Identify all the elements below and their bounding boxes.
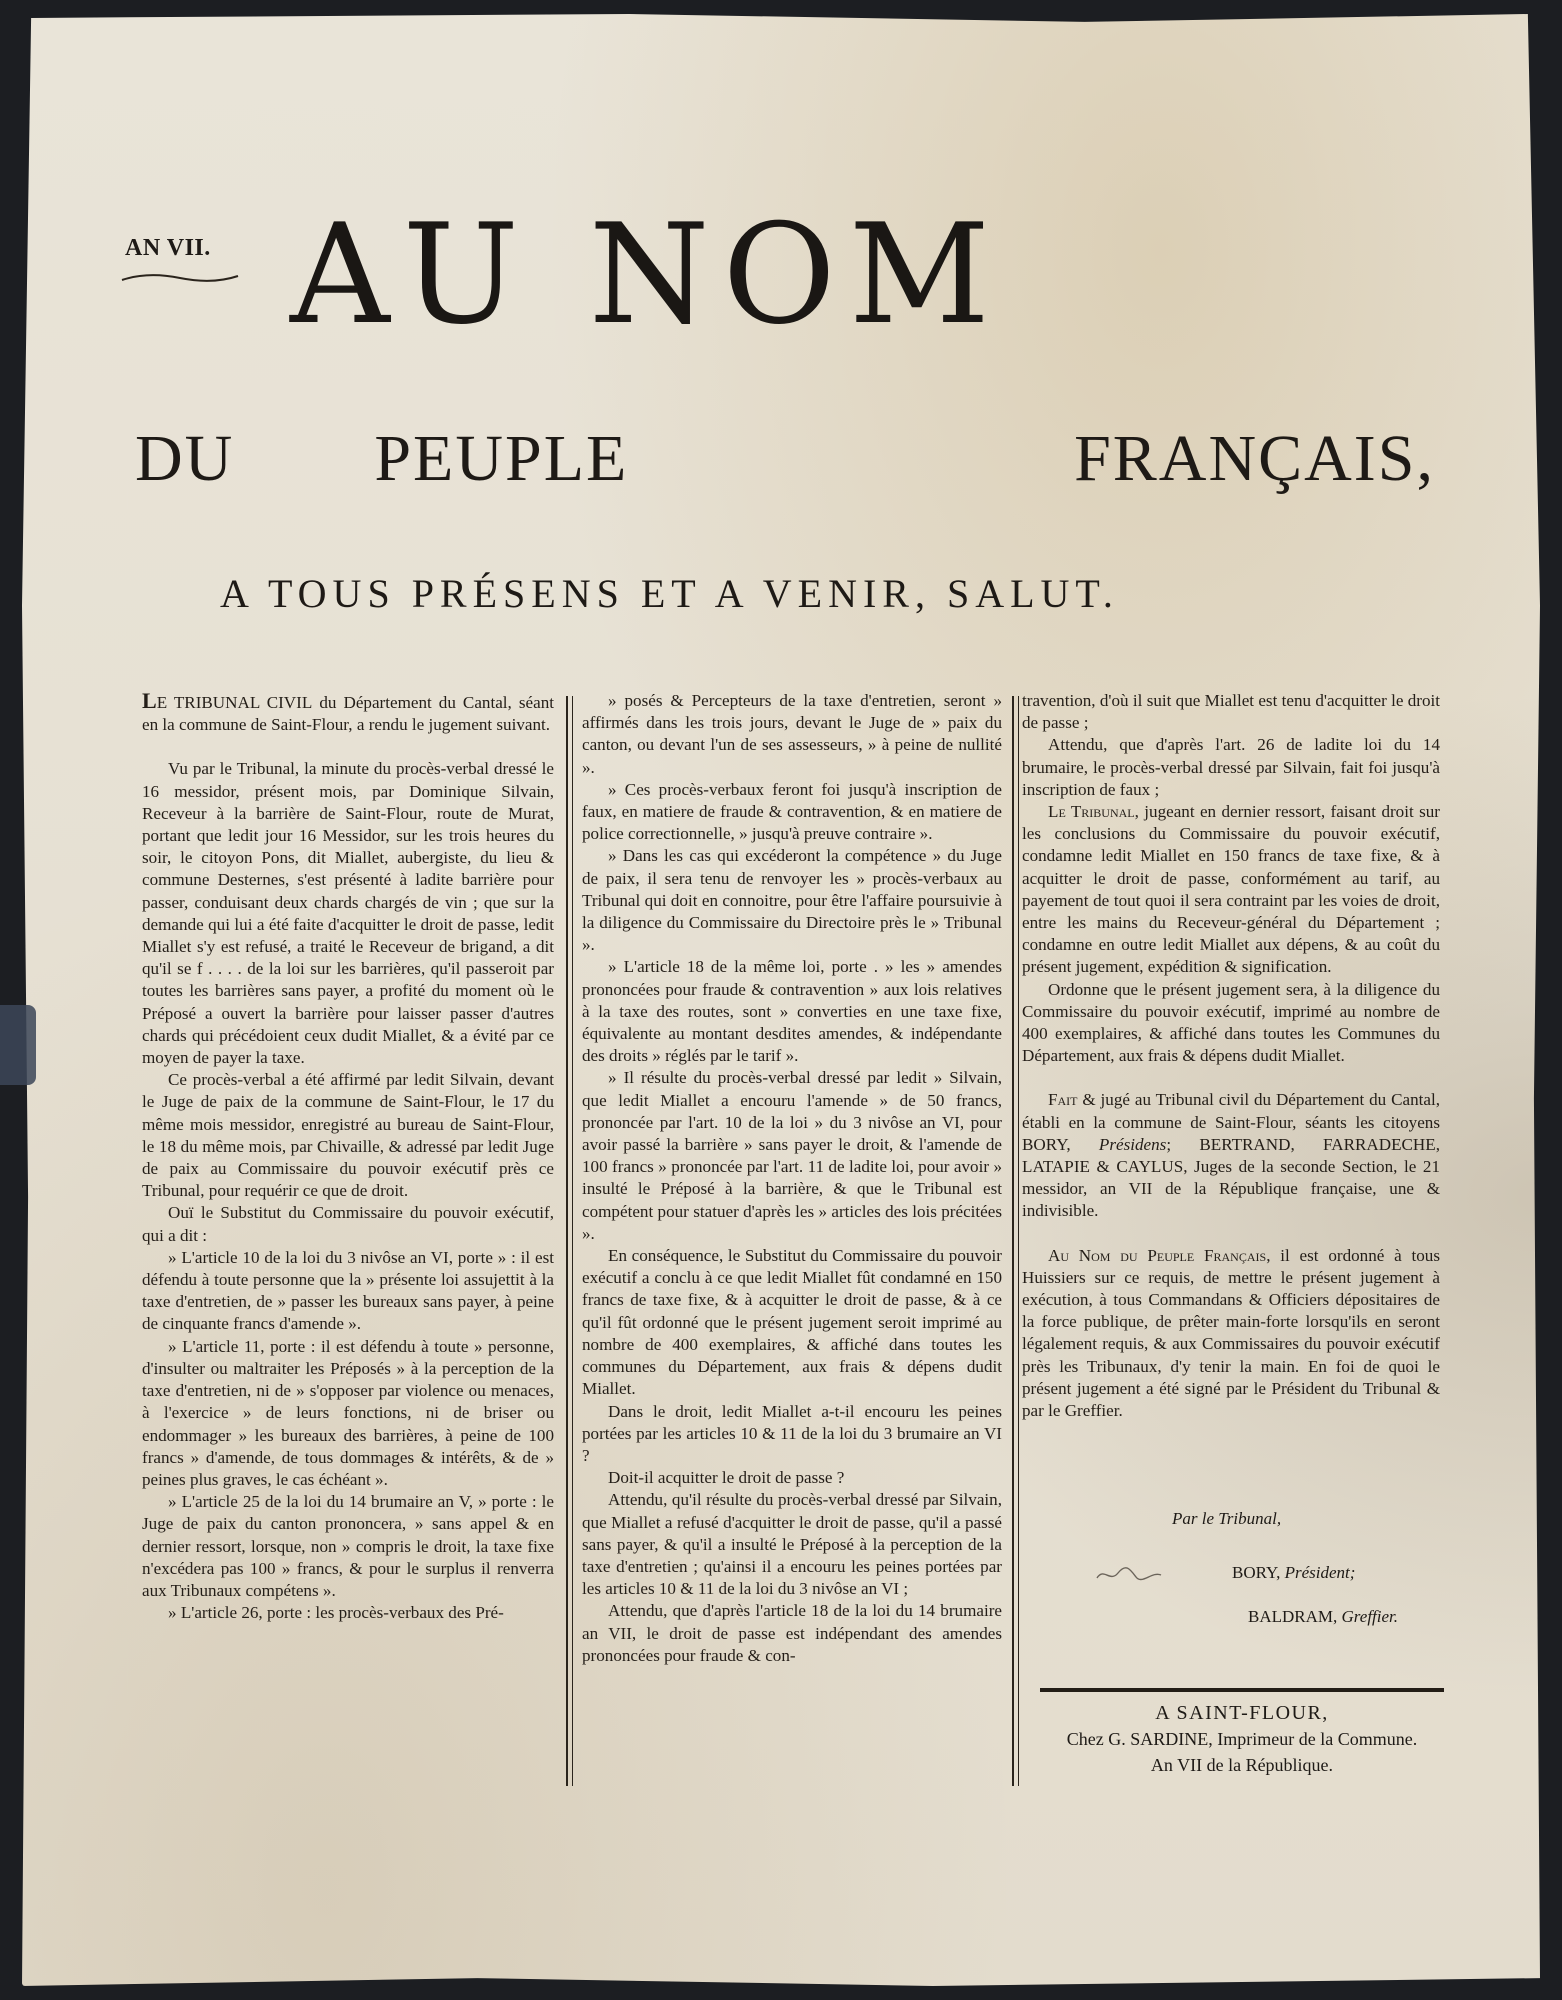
year-mark: AN VII.	[125, 235, 211, 261]
column-divider-1-inner	[572, 696, 573, 1786]
par-le-tribunal: Par le Tribunal,	[1172, 1509, 1282, 1528]
title-word-francais: FRANÇAIS,	[1074, 422, 1435, 495]
paragraph: Attendu, que d'après l'art. 26 de ladite loi du 14 brumaire, le procès-verbal dressé par Silvain, fait foi jusqu'à inscription de faux ;	[1022, 735, 1440, 799]
signatory-name: BALDRAM,	[1248, 1607, 1338, 1626]
title-au-nom: AU NOM	[290, 194, 1004, 355]
flourish-ornament	[120, 272, 240, 284]
paragraph: Vu par le Tribunal, la minute du procès-verbal dressé le 16 messidor, présent mois, par Dominique Silvain, Receveur à la barrière de Saint-Flour, route de Murat, portant que ledit jour 16 Messidor, sur les trois heures du soir, le citoyon Pons, dit Miallet, aubergiste, du lieu & commune Desternes, s'est présenté à ladite barrière pour passer, conduisant deux chards chargés de vin ; que sur la demande qui lui a été faite d'acquitter le droit de passe, ledit Miallet s'y est refusé, a traité le Receveur de brigand, a dit qu'il se f . . . . de la loi sur les barrières, qu'il passeroit par toutes les barrières sans payer, a profité du moment où le Préposé a ouvert la barrière pour laisser passer d'autres chards qui précédoient ceux dudit Miallet, & a évité par ce moyen de payer la taxe.	[142, 759, 554, 1068]
signature-baldram	[1248, 1607, 1398, 1627]
column-divider-1	[566, 696, 568, 1786]
paragraph	[1022, 1089, 1440, 1222]
paragraph: » L'article 10 de la loi du 3 nivôse an VI, porte » : il est défendu à toute personne que la » présente loi assujettit à la taxe d'entretien, de » passer les bureaux sans payer, à peine de cinquante francs d'amende ».	[142, 1247, 554, 1334]
signatory-role: Président;	[1284, 1563, 1356, 1582]
paragraph	[1022, 801, 1440, 979]
imprint-place: A SAINT-FLOUR,	[1155, 1702, 1329, 1724]
imprint-year: An VII de la République.	[1150, 1755, 1334, 1775]
text-column-1	[142, 690, 554, 1624]
signatory-name: BORY,	[1232, 1563, 1281, 1582]
salutation: A TOUS PRÉSENS ET A VENIR, SALUT.	[220, 571, 1119, 616]
backing-tape	[0, 1005, 36, 1085]
handwritten-signature	[1094, 1563, 1164, 1585]
paragraph: » L'article 25 de la loi du 14 brumaire an V, » porte : le Juge de paix du canton prononcera, » sans appel & en dernier ressort, lorsque, non » compris le droit, la taxe fixe n'excédera pas 100 » francs, & pour le surplus il renverra aux Tribunaux compétens ».	[142, 1492, 554, 1600]
paragraph-text: du Département du Cantal, séant en la commune de Saint-Flour, a rendu le jugement suivant.	[142, 693, 554, 735]
paragraph: Ouï le Substitut du Commissaire du pouvoir exécutif, qui a dit :	[142, 1203, 554, 1245]
tribunal-civil-label: E TRIBUNAL CIVIL	[156, 693, 313, 712]
printer-imprint	[1040, 1700, 1444, 1778]
column-divider-2-inner	[1018, 696, 1019, 1786]
paragraph: » Il résulte du procès-verbal dressé par ledit » Silvain, que ledit Miallet a encouru l'amende » de 50 francs, prononcée par l'art. 10 de la loi » du 3 nivôse an VI, pour avoir passé la barrière » sans payer le droit, & l'amende de 100 francs » prononcée par l'art. 11 de ladite loi, pour avoir » insulté le Préposé à la barrière, & que le Tribunal est compétent pour statuer d'après les » articles des lois précitées ».	[582, 1068, 1002, 1243]
title-word-du: DU	[135, 422, 235, 495]
fait-label: Fait	[1048, 1090, 1078, 1110]
paragraph: » L'article 26, porte : les procès-verbaux des Pré-	[168, 1603, 504, 1623]
paragraph: travention, d'où il suit que Miallet est tenu d'acquitter le droit de passe ;	[1022, 691, 1440, 733]
text-column-2	[582, 690, 1002, 1667]
le-tribunal-label: Le Tribunal	[1048, 802, 1135, 822]
imprint-divider	[1040, 1688, 1444, 1692]
president-role: Présidens	[1098, 1134, 1167, 1154]
paragraph: » L'article 11, porte : il est défendu à toute » personne, d'insulter ou maltraiter les Préposés » à la perception de la taxe d'entretien, ni de » s'opposer par violence ou menaces, à l'exercice » de leurs fonctions, ni de briser ou endommager » les bureaux des barrières, à peine de 100 francs » d'amende, de tous dommages & intérêts, & de » peines plus graves, le cas échéant ».	[142, 1336, 554, 1489]
au-nom-label: Au Nom du Peuple Français	[1048, 1245, 1267, 1265]
paragraph-text: , il est ordonné à tous Huissiers sur ce requis, de mettre le présent jugement à exécution, à tous Commandans & Officiers dépositaires de la force publique, de prêter main-forte lorsqu'ils en seront légalement requis, & aux Commissaires du pouvoir exécutif près les Tribunaux, d'y tenir la main. En foi de quoi le présent jugement a été signé par le Président du Tribunal & par le Greffier.	[1022, 1245, 1440, 1421]
paragraph	[142, 690, 554, 736]
title-word-peuple: PEUPLE	[374, 422, 629, 495]
text-column-3	[1022, 690, 1440, 1422]
paragraph-text: ; BERTRAND, FARRADECHE, LATAPIE & CAYLUS, Juges de la seconde Section, le 21 messidor, an VII de la République française, une & indivisible.	[1022, 1134, 1440, 1221]
title-du-peuple-francais	[135, 424, 1435, 494]
paragraph: » posés & Percepteurs de la taxe d'entretien, seront » affirmés dans les trois jours, devant le Juge de » paix du canton, ou devant l'un de ses assesseurs, » à peine de nullité ».	[582, 691, 1002, 777]
paragraph	[1022, 1245, 1440, 1423]
paragraph: » L'article 18 de la même loi, porte . » les » amendes prononcées pour fraude & contravention » aux lois relatives à la taxe des routes, sont » converties en une taxe fixe, équivalente au montant desdites amendes, & indépendante des droits » réglés par le tarif ».	[582, 957, 1002, 1066]
paragraph: Doit-il acquitter le droit de passe ?	[608, 1468, 845, 1488]
paragraph: Ce procès-verbal a été affirmé par ledit Silvain, devant le Juge de paix de la commune de Saint-Flour, le 17 du même mois messidor, enregistré au bureau de Saint-Flour, le 18 du même mois, par Chivaille, & adressé par ledit Juge de paix au Commissaire du pouvoir exécutif près ce Tribunal, pour requérir ce que de droit.	[142, 1070, 554, 1201]
paragraph-text: , jugeant en dernier ressort, faisant droit sur les conclusions du Commissaire du pouvoir exécutif, condamne ledit Miallet en 150 francs de taxe fixe, & à acquitter le droit de passe, conformément au tarif, au payement de tout quoi il sera contraint par les voies de droit, entre les mains du Receveur-général du Département ; condamne en outre ledit Miallet aux dépens, & au coût du présent jugement, expédition & signification.	[1022, 802, 1440, 977]
paragraph-text: & jugé au Tribunal civil du Département du Cantal, établi en la commune de Saint-Flour, séants les citoyens BORY,	[1022, 1090, 1440, 1154]
paragraph: » Dans les cas qui excéderont la compétence » du Juge de paix, il sera tenu de renvoyer les » procès-verbaux au Tribunal qui doit en connoitre, pour être l'affaire poursuivie à la diligence du Commissaire du Directoire près le » Tribunal ».	[582, 846, 1002, 955]
paragraph: Dans le droit, ledit Miallet a-t-il encouru les peines portées par les articles 10 & 11 de la loi du 3 brumaire an VI ?	[582, 1401, 1002, 1465]
signatory-role: Greffier.	[1341, 1607, 1399, 1626]
paragraph: En conséquence, le Substitut du Commissaire du pouvoir exécutif a conclu à ce que ledit Miallet fût condamné en 150 francs de taxe fixe, & à acquitter le droit de passe, & à ce qu'il fût ordonné que le présent jugement seroit imprimé au nombre de 400 exemplaires, & affiché dans toutes les communes du Département, aux frais & dépens dudit Miallet.	[582, 1246, 1002, 1399]
column-divider-2	[1012, 696, 1014, 1786]
paragraph: Ordonne que le présent jugement sera, à la diligence du Commissaire du pouvoir exécutif, imprimé au nombre de 400 exemplaires, & affiché dans toutes les Communes du Département, aux frais & dépens dudit Miallet.	[1022, 979, 1440, 1066]
paragraph: Attendu, qu'il résulte du procès-verbal dressé par Silvain, que Miallet a refusé d'acquitter le droit de passe, qu'il a passé sans payer, & qu'il a insulté le Préposé à la perception de la taxe d'entretien ; qu'ainsi il a encouru les peines portées par les articles 10 & 11 de la loi du 3 nivôse an VI ;	[582, 1490, 1002, 1599]
paragraph: » Ces procès-verbaux feront foi jusqu'à inscription de faux, en matiere de fraude & contravention, & en matiere de police correctionnelle, » jusqu'à preuve contraire ».	[582, 779, 1002, 844]
paragraph: Attendu, que d'après l'article 18 de la loi du 14 brumaire an VII, le droit de passe est indépendant des amendes prononcées pour fraude & con-	[582, 1601, 1002, 1665]
signature-bory	[1232, 1563, 1355, 1583]
imprint-printer: Chez G. SARDINE, Imprimeur de la Commune.	[1066, 1729, 1418, 1749]
drop-cap: L	[142, 688, 157, 713]
